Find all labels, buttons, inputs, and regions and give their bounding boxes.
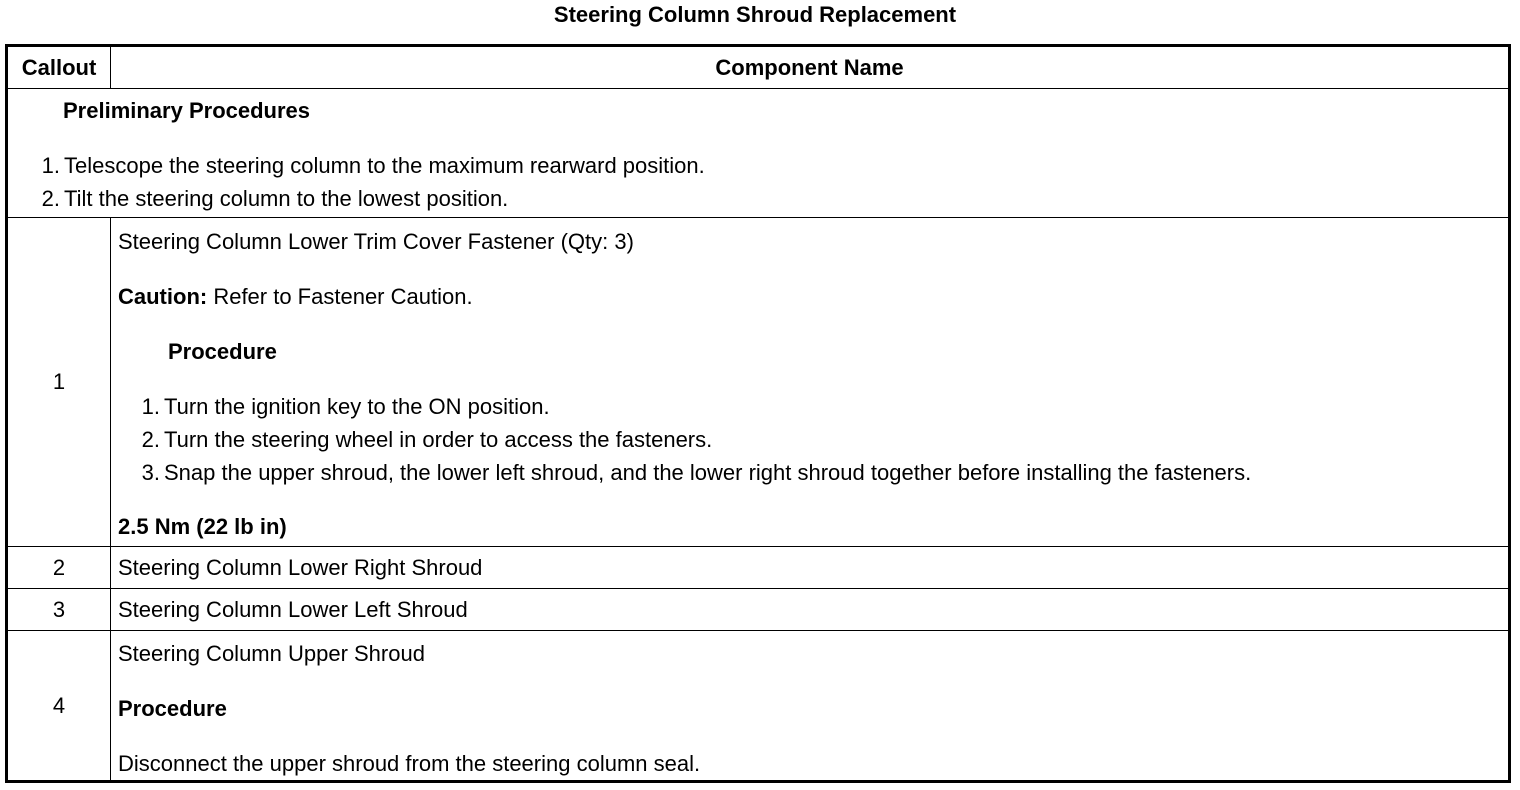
caution-label: Caution: [118,284,208,309]
step-text: Telescope the steering column to the maximum rearward position. [64,153,705,178]
callout-cell: 1 [7,218,111,547]
preliminary-heading: Preliminary Procedures [63,98,311,123]
header-callout: Callout [7,46,111,89]
step-text: Turn the ignition key to the ON position. [164,394,550,419]
step-text: Tilt the steering column to the lowest position. [64,186,509,211]
torque-spec: 2.5 Nm (22 lb in) [118,514,287,539]
caution-note [118,285,473,309]
component-name: Steering Column Lower Left Shroud [118,596,468,622]
preliminary-row [7,89,1510,218]
component-cell [111,218,1510,547]
step-number: 2. [141,427,160,452]
table-row [7,547,1510,589]
page-title: Steering Column Shroud Replacement [553,2,957,27]
procedure-heading: Procedure [118,696,227,721]
callout-cell: 2 [7,547,111,589]
component-cell [111,547,1510,589]
component-name: Steering Column Upper Shroud [118,641,425,666]
step-text: Snap the upper shroud, the lower left shroud, and the lower right shroud together before installing the fasteners. [164,460,1252,485]
caution-text: Refer to Fastener Caution. [207,284,473,309]
table-row [7,631,1510,782]
procedure-text: Disconnect the upper shroud from the steering column seal. [118,751,701,776]
component-cell [111,631,1510,782]
procedure-heading: Procedure [168,339,277,364]
table-row [7,589,1510,631]
callout-cell: 4 [7,631,111,782]
callout-cell: 3 [7,589,111,631]
component-name: Steering Column Lower Trim Cover Fastener (Qty: 3) [118,229,634,254]
step-number: 1. [41,153,60,178]
header-component-name: Component Name [111,46,1510,89]
step-number: 3. [141,460,160,485]
step-number: 1. [141,394,160,419]
table-header-row [7,46,1510,89]
component-name: Steering Column Lower Right Shroud [118,554,483,580]
component-table [5,44,1511,783]
preliminary-cell [7,89,1510,218]
component-cell [111,589,1510,631]
step-text: Turn the steering wheel in order to access the fasteners. [164,427,713,452]
step-number: 2. [41,186,60,211]
table-row [7,218,1510,547]
